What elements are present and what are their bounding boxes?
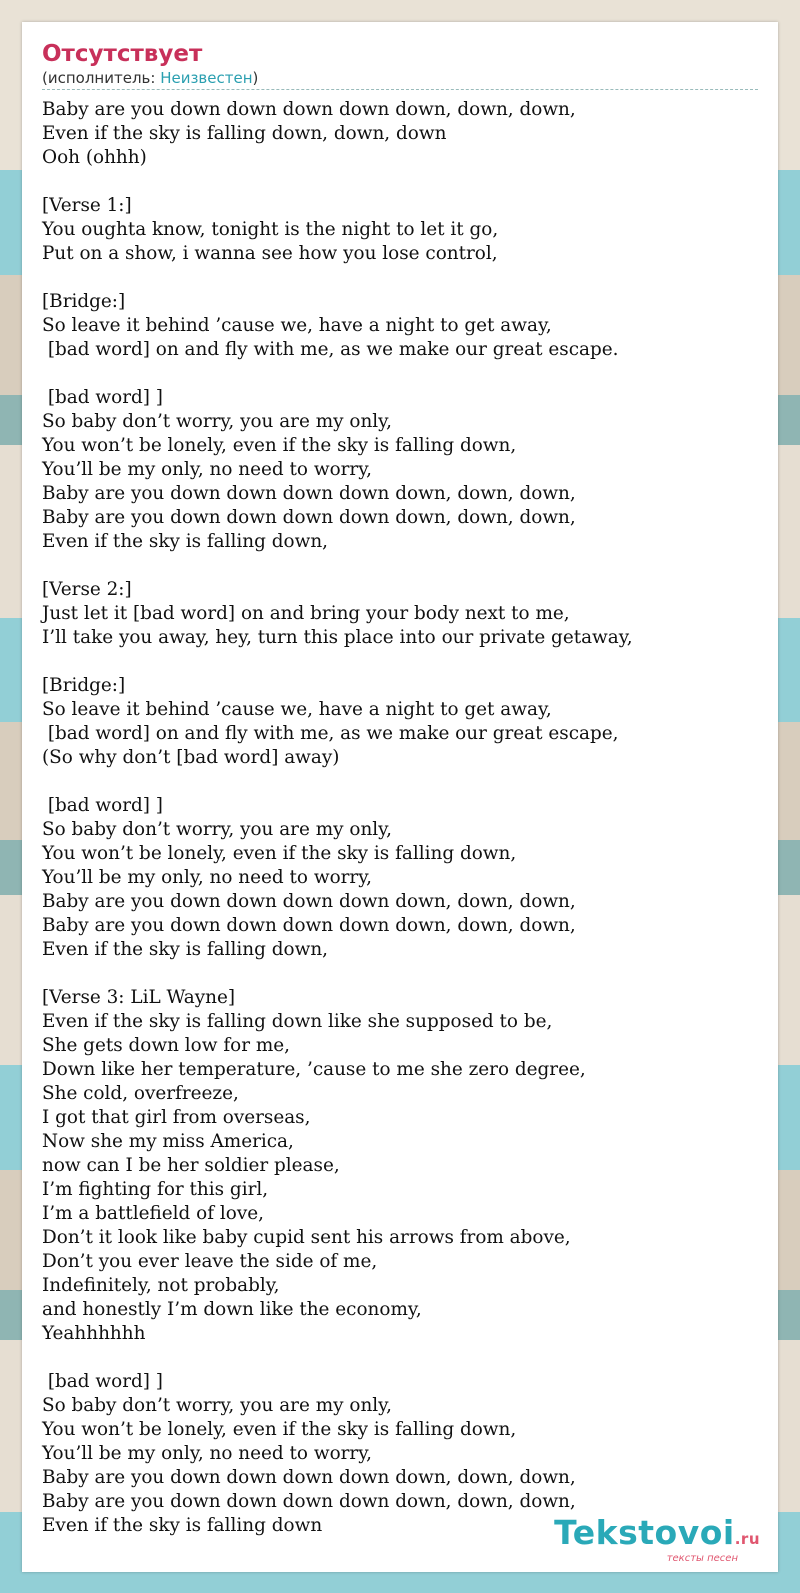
lyric-line: [Verse 2:] (42, 579, 132, 600)
lyric-line (42, 962, 758, 986)
lyric-line: Even if the sky is falling down like she supposed to be, (42, 1011, 553, 1032)
lyric-line: Yeahhhhhh (42, 1323, 146, 1344)
lyric-line: [bad word] ] (42, 1371, 163, 1392)
lyric-line: Baby are you down down down down down, down, down, (42, 1491, 576, 1512)
lyric-line: I got that girl from overseas, (42, 1107, 311, 1128)
lyric-line: You’ll be my only, no need to worry, (42, 459, 373, 480)
lyric-line: You won’t be lonely, even if the sky is falling down, (42, 1419, 517, 1440)
lyric-line: So baby don’t worry, you are my only, (42, 819, 392, 840)
lyric-line: Even if the sky is falling down (42, 1515, 323, 1536)
logo-name: Tekstovoi (554, 1513, 735, 1552)
site-logo[interactable] (554, 1515, 760, 1564)
lyric-line: Put on a show, i wanna see how you lose control, (42, 243, 498, 264)
lyrics-card (22, 22, 778, 1572)
lyric-line: Even if the sky is falling down, (42, 531, 329, 552)
lyric-line: [bad word] on and fly with me, as we make our great escape. (42, 339, 619, 360)
lyric-line: Baby are you down down down down down, down, down, (42, 891, 576, 912)
lyric-line: Baby are you down down down down down, down, down, (42, 483, 576, 504)
lyric-line: Baby are you down down down down down, down, down, (42, 507, 576, 528)
artist-suffix: ) (252, 69, 259, 87)
lyric-line: Even if the sky is falling down, (42, 939, 329, 960)
lyric-line (42, 770, 758, 794)
lyric-line (42, 362, 758, 386)
lyric-line: She cold, overfreeze, (42, 1083, 239, 1104)
lyric-line: [Bridge:] (42, 675, 126, 696)
lyric-line: Indefinitely, not probably, (42, 1275, 280, 1296)
lyric-line: You won’t be lonely, even if the sky is falling down, (42, 843, 517, 864)
lyric-line (42, 650, 758, 674)
lyric-line: and honestly I’m down like the economy, (42, 1299, 422, 1320)
lyric-line: You oughta know, tonight is the night to let it go, (42, 219, 499, 240)
lyric-line: [bad word] ] (42, 387, 163, 408)
lyric-line: So leave it behind ’cause we, have a night to get away, (42, 315, 552, 336)
lyric-line: Just let it [bad word] on and bring your body next to me, (42, 603, 570, 624)
lyric-line: [Verse 3: LiL Wayne] (42, 987, 236, 1008)
lyric-line: (So why don’t [bad word] away) (42, 747, 340, 768)
lyric-line: [bad word] on and fly with me, as we make our great escape, (42, 723, 619, 744)
artist-link[interactable]: Неизвестен (160, 69, 253, 87)
logo-tld: .ru (734, 1530, 760, 1548)
lyric-line: Don’t it look like baby cupid sent his arrows from above, (42, 1227, 571, 1248)
lyric-line: now can I be her soldier please, (42, 1155, 340, 1176)
lyric-line: Even if the sky is falling down, down, down (42, 123, 447, 144)
lyric-line: I’ll take you away, hey, turn this place into our private getaway, (42, 627, 633, 648)
lyric-line (42, 170, 758, 194)
logo-tagline: тексты песен (666, 1553, 738, 1564)
lyric-line: She gets down low for me, (42, 1035, 291, 1056)
lyric-line: Down like her temperature, ’cause to me she zero degree, (42, 1059, 586, 1080)
artist-line (42, 68, 758, 90)
logo-wordmark (554, 1515, 760, 1557)
lyric-line: You’ll be my only, no need to worry, (42, 867, 373, 888)
artist-prefix: (исполнитель: (42, 69, 161, 87)
lyric-line (42, 554, 758, 578)
lyric-line: Baby are you down down down down down, down, down, (42, 1467, 576, 1488)
lyric-line: Ooh (ohhh) (42, 147, 147, 168)
lyric-line: [bad word] ] (42, 795, 163, 816)
lyric-line: So baby don’t worry, you are my only, (42, 1395, 392, 1416)
lyric-line: Don’t you ever leave the side of me, (42, 1251, 378, 1272)
lyric-line: You won’t be lonely, even if the sky is falling down, (42, 435, 517, 456)
lyric-line: Baby are you down down down down down, down, down, (42, 915, 576, 936)
lyric-line: I’m fighting for this girl, (42, 1179, 269, 1200)
lyric-line: I’m a battlefield of love, (42, 1203, 264, 1224)
lyric-line (42, 266, 758, 290)
lyrics-text (42, 98, 758, 1538)
lyric-line: [Bridge:] (42, 291, 126, 312)
lyric-line: [Verse 1:] (42, 195, 132, 216)
lyric-line: You’ll be my only, no need to worry, (42, 1443, 373, 1464)
lyric-line: Now she my miss America, (42, 1131, 294, 1152)
lyric-line: So baby don’t worry, you are my only, (42, 411, 392, 432)
lyric-line (42, 1346, 758, 1370)
lyric-line: So leave it behind ’cause we, have a night to get away, (42, 699, 552, 720)
song-title: Отсутствует (42, 41, 203, 67)
lyric-line: Baby are you down down down down down, down, down, (42, 99, 576, 120)
